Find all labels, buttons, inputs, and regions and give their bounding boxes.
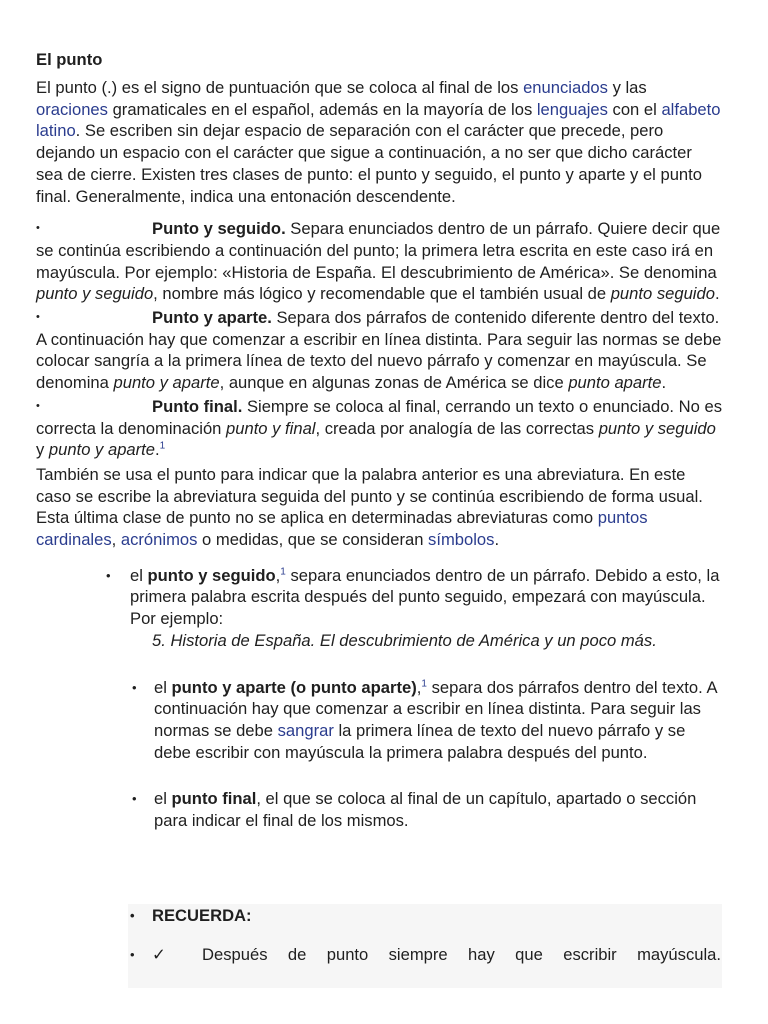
intro-text: gramaticales en el español, además en la mayoría de los: [107, 99, 537, 119]
reminder-text: ✓ Después de punto siempre hay que escribir mayúscula.: [152, 945, 721, 964]
definition-italic: punto y aparte: [113, 373, 220, 393]
bullet-icon: •: [36, 311, 40, 324]
definition-punto-y-aparte: [36, 307, 722, 394]
punto-types-list: [36, 565, 722, 832]
definition-italic: punto seguido: [610, 284, 715, 304]
definition-text: Siempre se coloca al final, cerrando un texto o enunciado. No es correcta la denominación: [36, 396, 722, 438]
intro-text: El punto (.) es el signo de puntuación que se coloca al final de los: [36, 78, 524, 97]
link-sangrar[interactable]: sangrar: [277, 720, 334, 740]
list-term: punto final: [171, 789, 257, 809]
list-text: , el que se coloca al final de un capítulo, apartado o sección para indicar el final de los mismos.: [154, 789, 697, 831]
definition-italic: punto aparte: [568, 373, 662, 393]
definition-text: , aunque en algunas zonas de América se dice: [219, 373, 569, 393]
list-term: punto y seguido: [147, 565, 276, 585]
bullet-icon: •: [130, 947, 135, 962]
definition-text: .: [714, 284, 720, 304]
paragraph-text: También se usa el punto para indicar que la palabra anterior es una abreviatura. En este caso se escribe la abreviatura seguida del punto y se continúa escribiendo de forma usual. Esta última clase de punto no se aplica en determinadas abreviaturas como: [36, 464, 703, 528]
list-item-punto-final: [132, 788, 722, 831]
example-sentence: 5. Historia de España. El descubrimiento de América y un poco más.: [152, 630, 657, 650]
bullet-icon: •: [106, 567, 111, 583]
intro-paragraph: [36, 77, 722, 207]
footnote-ref[interactable]: 1: [280, 566, 286, 578]
reminder-label: RECUERDA:: [152, 906, 252, 925]
definition-punto-y-seguido: [36, 218, 722, 305]
bullet-icon: •: [130, 908, 135, 923]
page-title: El punto: [36, 50, 103, 69]
definition-text: .: [661, 373, 667, 393]
footnote-ref[interactable]: 1: [421, 678, 427, 690]
intro-text: y las: [607, 78, 647, 97]
list-text: separa dos párrafos dentro del texto. A continuación hay que comenzar a escribir en línea distinta. Para seguir las normas se debe: [154, 677, 717, 740]
definition-text: Separa dos párrafos de contenido diferente dentro del texto. A continuación hay que comenzar a escribir en línea distinta. Para seguir las normas se debe colocar sangría a la primera línea de texto del nuevo párrafo y comenzar en mayúscula. Se denomina: [36, 308, 722, 393]
intro-text: con el: [607, 99, 662, 119]
definition-text: Separa enunciados dentro de un párrafo. Quiere decir que se continúa escribiendo a continuación del punto; la primera letra escrita en este caso irá en mayúscula. Por ejemplo: «Historia de España. El descubrimiento de América». Se denomina: [36, 219, 721, 282]
intro-text: . Se escriben sin dejar espacio de separación con el carácter que precede, pero dejando un espacio con el carácter que sigue a continuación, a no ser que dicho carácter sea de cierre. Existen tres clases de punto: el punto y seguido, el punto y aparte y el punto final. Generalmente, indica una entonación descendente.: [36, 121, 703, 206]
definition-text: .: [155, 440, 160, 460]
bullet-icon: •: [132, 679, 137, 695]
definition-punto-final: [36, 396, 722, 461]
list-item-punto-y-seguido: [106, 565, 722, 652]
definition-italic: punto y final: [226, 418, 316, 438]
definition-term: Punto final.: [152, 396, 243, 416]
definition-italic: punto y seguido: [598, 418, 716, 438]
list-text: ,: [416, 677, 422, 697]
link-alfabeto-latino[interactable]: alfabeto latino: [36, 99, 721, 141]
paragraph-text: ,: [111, 530, 121, 550]
bullet-icon: •: [132, 791, 137, 807]
definition-term: Punto y aparte.: [152, 308, 272, 328]
definition-term: Punto y seguido.: [152, 219, 286, 239]
list-text: el: [154, 677, 172, 697]
list-text: el: [130, 565, 148, 585]
link-oraciones[interactable]: oraciones: [36, 99, 108, 119]
reminder-item: [130, 944, 721, 966]
bullet-icon: •: [36, 222, 40, 235]
list-text: separa enunciados dentro de un párrafo. Debido a esto, la primera palabra escrita después del punto seguido, empezará con mayúscula. Por ejemplo:: [130, 565, 720, 629]
definition-text: , creada por analogía de las correctas: [315, 418, 599, 438]
definition-text: , nombre más lógico y recomendable que el también usual de: [153, 284, 611, 304]
link-acronimos[interactable]: acrónimos: [120, 530, 198, 550]
reminder-heading: [130, 905, 722, 927]
link-simbolos[interactable]: símbolos: [428, 530, 495, 550]
footnote-ref[interactable]: 1: [159, 440, 166, 452]
list-text: el: [154, 789, 172, 809]
definition-text: y: [36, 440, 49, 460]
definition-italic: punto y aparte: [48, 440, 156, 460]
definition-italic: punto y seguido: [36, 284, 154, 304]
link-lenguajes[interactable]: lenguajes: [536, 99, 608, 119]
list-text: la primera línea de texto del nuevo párrafo y se debe escribir con mayúscula la primera palabra después del punto.: [154, 720, 686, 762]
paragraph-text: o medidas, que se consideran: [197, 530, 429, 550]
link-puntos-cardinales[interactable]: puntos cardinales: [36, 508, 648, 550]
bullet-icon: •: [36, 399, 40, 412]
list-item-punto-y-aparte: [132, 677, 722, 764]
abbreviation-paragraph: [36, 464, 722, 551]
document-page: [36, 49, 722, 857]
definitions-list: [36, 218, 722, 461]
link-enunciados[interactable]: enunciados: [523, 78, 608, 97]
paragraph-text: .: [494, 530, 500, 550]
list-text: ,: [275, 565, 281, 585]
list-term: punto y aparte (o punto aparte): [171, 677, 417, 697]
